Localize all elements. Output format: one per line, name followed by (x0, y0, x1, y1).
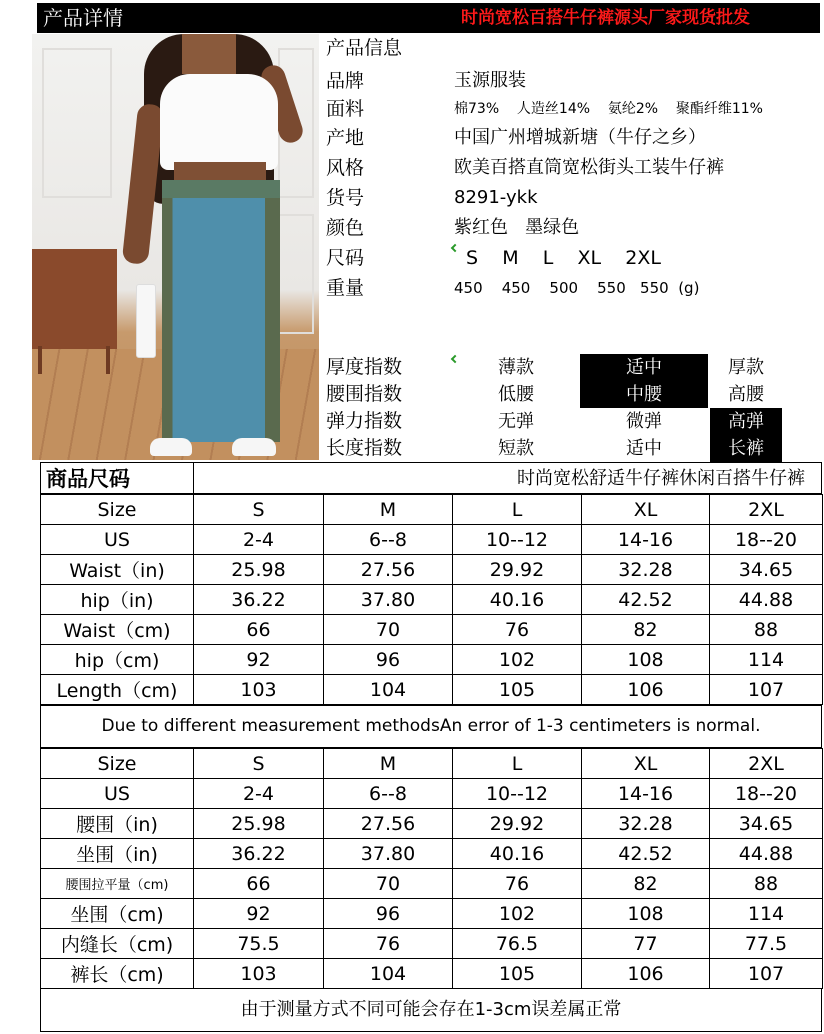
table-cell: 32.28 (582, 555, 710, 585)
table-cell: 66 (194, 869, 324, 899)
table-cell: 102 (453, 645, 582, 675)
table-cell: 44.88 (710, 839, 823, 869)
table-cell: 105 (453, 675, 582, 705)
table-cell: 44.88 (710, 585, 823, 615)
info-label-origin: 产地 (326, 127, 365, 149)
index-option-selected: 高弹 (710, 408, 782, 435)
table-cell: 82 (582, 869, 710, 899)
table-cell: 106 (582, 675, 710, 705)
row-header-cell: Waist（in) (41, 555, 194, 585)
info-label-color: 颜色 (326, 217, 365, 239)
info-label-size: 尺码 (326, 247, 365, 269)
table-row (41, 899, 823, 929)
table-row (41, 615, 823, 645)
info-label-fabric: 面料 (326, 98, 365, 120)
table-cell: 2-4 (194, 525, 324, 555)
row-header-cell: Size (41, 495, 194, 525)
info-value-weight: 450 450 500 550 550 (g) (454, 279, 700, 297)
table-cell: 18--20 (710, 525, 823, 555)
info-value-size: S M L XL 2XL (466, 247, 661, 269)
info-label-weight: 重量 (326, 277, 365, 299)
row-header-cell: Size (41, 749, 194, 779)
table-row (41, 555, 823, 585)
table-cell: 103 (194, 675, 324, 705)
index-option: 低腰 (498, 384, 534, 405)
index-row-thickness (326, 354, 784, 381)
row-header-cell: 腰围拉平量（cm) (41, 869, 194, 899)
row-header-cell: US (41, 525, 194, 555)
table-row (41, 525, 823, 555)
table-row (41, 809, 823, 839)
row-header-cell: 腰围（in) (41, 809, 194, 839)
table-cell: 32.28 (582, 809, 710, 839)
info-label-brand: 品牌 (326, 70, 365, 92)
table-cell: 77 (582, 929, 710, 959)
table-cell: XL (582, 749, 710, 779)
table-cell: 29.92 (453, 555, 582, 585)
table-cell: 6--8 (324, 525, 453, 555)
table-cell: 10--12 (453, 779, 582, 809)
table-row (41, 645, 823, 675)
size-table-cn (40, 748, 823, 989)
table-cell: 114 (710, 899, 823, 929)
table-cell: 18--20 (710, 779, 823, 809)
table-cell: 34.65 (710, 555, 823, 585)
table-row (41, 779, 823, 809)
info-value-style: 欧美百搭直筒宽松街头工装牛仔裤 (454, 157, 724, 178)
table-cell: 92 (194, 645, 324, 675)
table-cell: 42.52 (582, 839, 710, 869)
index-option: 短款 (498, 438, 534, 459)
size-section-title: 商品尺码 (46, 467, 130, 491)
table-cell: 27.56 (324, 809, 453, 839)
table-cell: 36.22 (194, 585, 324, 615)
row-header-cell: 坐围（in) (41, 839, 194, 869)
table-row (41, 585, 823, 615)
table-cell: 77.5 (710, 929, 823, 959)
product-info-heading: 产品信息 (326, 37, 403, 59)
page-title: 产品详情 (43, 6, 123, 30)
row-header-cell: 坐围（cm) (41, 899, 194, 929)
index-label: 长度指数 (326, 437, 403, 459)
table-row (41, 675, 823, 705)
row-header-cell: hip（cm) (41, 645, 194, 675)
index-option-selected: 适中 (580, 354, 708, 381)
row-header-cell: Length（cm) (41, 675, 194, 705)
table-cell: 76.5 (453, 929, 582, 959)
green-mark-icon (451, 244, 459, 252)
table-row (41, 869, 823, 899)
table-cell: 29.92 (453, 809, 582, 839)
index-row-waist (326, 381, 784, 408)
info-value-origin: 中国广州增城新塘（牛仔之乡） (454, 127, 706, 148)
size-section-header (40, 462, 822, 494)
index-option: 高腰 (728, 384, 764, 405)
table-cell: 82 (582, 615, 710, 645)
table-cell: 2-4 (194, 779, 324, 809)
table-cell: 25.98 (194, 809, 324, 839)
table-cell: 70 (324, 615, 453, 645)
index-option-selected: 中腰 (580, 381, 708, 408)
index-option: 薄款 (498, 357, 534, 378)
table-cell: 114 (710, 645, 823, 675)
index-option: 无弹 (498, 411, 534, 432)
table-cell: S (194, 495, 324, 525)
table-cell: 34.65 (710, 809, 823, 839)
row-header-cell: 内缝长（cm) (41, 929, 194, 959)
index-row-length (326, 435, 784, 462)
row-header-cell: US (41, 779, 194, 809)
index-row-elasticity (326, 408, 784, 435)
table-cell: 2XL (710, 749, 823, 779)
table-cell: 108 (582, 899, 710, 929)
table-row (41, 839, 823, 869)
table-cell: 108 (582, 645, 710, 675)
table-cell: 10--12 (453, 525, 582, 555)
index-label: 腰围指数 (326, 383, 403, 405)
table-cell: M (324, 749, 453, 779)
table-cell: 2XL (710, 495, 823, 525)
index-option: 适中 (626, 438, 662, 459)
table-cell: 76 (453, 869, 582, 899)
table-cell: L (453, 749, 582, 779)
index-option-selected: 长裤 (710, 435, 782, 462)
table-row (41, 959, 823, 989)
size-note-en: Due to different measurement methodsAn error of 1-3 centimeters is normal. (40, 705, 822, 748)
table-row (41, 495, 823, 525)
table-cell: 92 (194, 899, 324, 929)
table-cell: 103 (194, 959, 324, 989)
table-cell: S (194, 749, 324, 779)
table-cell: 14-16 (582, 779, 710, 809)
row-header-cell: Waist（cm) (41, 615, 194, 645)
info-value-color: 紫红色 墨绿色 (454, 217, 580, 238)
table-cell: 104 (324, 959, 453, 989)
table-cell: 102 (453, 899, 582, 929)
index-label: 厚度指数 (326, 356, 403, 378)
table-cell: 107 (710, 959, 823, 989)
table-cell: 105 (453, 959, 582, 989)
table-cell: 14-16 (582, 525, 710, 555)
info-value-sku: 8291-ykk (454, 187, 538, 208)
table-cell: 6--8 (324, 779, 453, 809)
info-label-sku: 货号 (326, 187, 365, 209)
index-option: 厚款 (728, 357, 764, 378)
table-cell: 70 (324, 869, 453, 899)
info-value-fabric: 棉73% 人造丝14% 氨纶2% 聚酯纤维11% (454, 101, 763, 117)
header-slogan: 时尚宽松百搭牛仔裤源头厂家现货批发 (461, 8, 750, 28)
table-cell: 106 (582, 959, 710, 989)
table-row (41, 929, 823, 959)
table-cell: 88 (710, 615, 823, 645)
size-note-cn: 由于测量方式不同可能会存在1-3cm误差属正常 (40, 988, 822, 1032)
page-header (37, 3, 820, 33)
table-cell: 76 (453, 615, 582, 645)
index-label: 弹力指数 (326, 410, 403, 432)
table-cell: M (324, 495, 453, 525)
table-row (41, 749, 823, 779)
table-cell: XL (582, 495, 710, 525)
table-cell: 25.98 (194, 555, 324, 585)
table-cell: 104 (324, 675, 453, 705)
size-section-subtitle: 时尚宽松舒适牛仔裤休闲百搭牛仔裤 (517, 468, 805, 489)
row-header-cell: hip（in) (41, 585, 194, 615)
table-cell: 40.16 (453, 839, 582, 869)
table-cell: 36.22 (194, 839, 324, 869)
size-table-en (40, 494, 823, 705)
product-photo (32, 34, 319, 460)
row-header-cell: 裤长（cm) (41, 959, 194, 989)
table-cell: 96 (324, 899, 453, 929)
table-cell: 37.80 (324, 585, 453, 615)
table-cell: 76 (324, 929, 453, 959)
table-cell: 27.56 (324, 555, 453, 585)
table-cell: 42.52 (582, 585, 710, 615)
table-cell: 88 (710, 869, 823, 899)
table-cell: 37.80 (324, 839, 453, 869)
index-option: 微弹 (626, 411, 662, 432)
info-label-style: 风格 (326, 157, 365, 179)
table-cell: L (453, 495, 582, 525)
table-cell: 96 (324, 645, 453, 675)
table-cell: 66 (194, 615, 324, 645)
table-cell: 40.16 (453, 585, 582, 615)
table-cell: 75.5 (194, 929, 324, 959)
table-cell: 107 (710, 675, 823, 705)
info-value-brand: 玉源服装 (454, 70, 526, 91)
